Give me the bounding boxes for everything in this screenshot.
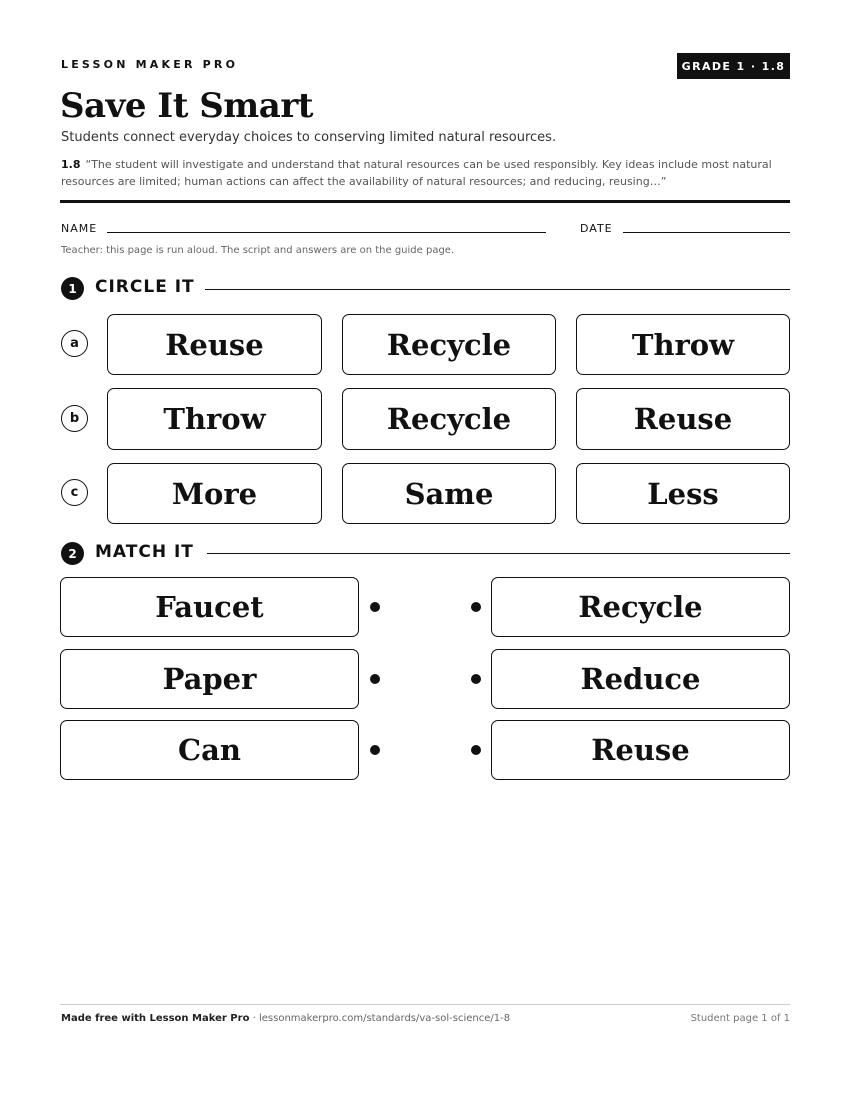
section-1-number: 1 — [61, 277, 84, 300]
footer-page-number: Student page 1 of 1 — [690, 1013, 790, 1024]
option-a-3[interactable]: Throw — [576, 314, 790, 375]
standard-quote — [61, 156, 781, 190]
footer-credit — [61, 1013, 510, 1024]
name-label: NAME — [61, 222, 98, 235]
match-left-1[interactable]: Faucet — [60, 577, 359, 637]
date-field[interactable] — [623, 232, 790, 233]
grade-badge: GRADE 1 · 1.8 — [677, 53, 790, 79]
footer-separator: · — [249, 1013, 259, 1024]
section-2-number: 2 — [61, 542, 84, 565]
match-left-3-dot[interactable] — [370, 745, 380, 755]
row-c-letter: c — [61, 479, 88, 506]
date-label: DATE — [580, 222, 613, 235]
teacher-note: Teacher: this page is run aloud. The script and answers are on the guide page. — [61, 245, 455, 256]
footer-divider — [60, 1004, 790, 1005]
header-divider — [60, 200, 790, 203]
match-left-1-dot[interactable] — [370, 602, 380, 612]
name-field[interactable] — [107, 232, 546, 233]
match-left-2[interactable]: Paper — [60, 649, 359, 709]
page-subtitle: Students connect everyday choices to conserving limited natural resources. — [61, 130, 557, 145]
standard-code: 1.8 — [61, 158, 81, 171]
match-right-1-dot[interactable] — [471, 602, 481, 612]
option-c-2[interactable]: Same — [342, 463, 556, 524]
match-right-2[interactable]: Reduce — [491, 649, 790, 709]
match-right-2-dot[interactable] — [471, 674, 481, 684]
option-b-1[interactable]: Throw — [107, 388, 322, 450]
option-c-3[interactable]: Less — [576, 463, 790, 524]
row-b-letter: b — [61, 405, 88, 432]
section-2-rule — [207, 553, 790, 554]
match-left-2-dot[interactable] — [370, 674, 380, 684]
match-left-3[interactable]: Can — [60, 720, 359, 780]
section-1-rule — [205, 289, 790, 290]
option-c-1[interactable]: More — [107, 463, 322, 524]
option-a-1[interactable]: Reuse — [107, 314, 322, 375]
row-a-letter: a — [61, 330, 88, 357]
standard-text: “The student will investigate and understand that natural resources can be used responsibly. Key ideas include most natural resources are limited; human actions can affect the availability of natural resources; and reducing, reusing…” — [61, 158, 772, 188]
footer-url[interactable]: lessonmakerpro.com/standards/va-sol-science/1-8 — [258, 1013, 511, 1024]
match-right-3[interactable]: Reuse — [491, 720, 790, 780]
footer-made: Made free with Lesson Maker Pro — [61, 1013, 250, 1024]
section-1-title: CIRCLE IT — [95, 277, 195, 297]
option-a-2[interactable]: Recycle — [342, 314, 556, 375]
match-right-3-dot[interactable] — [471, 745, 481, 755]
option-b-3[interactable]: Reuse — [576, 388, 790, 450]
match-right-1[interactable]: Recycle — [491, 577, 790, 637]
brand-name: LESSON MAKER PRO — [61, 58, 239, 71]
section-2-title: MATCH IT — [95, 542, 194, 562]
option-b-2[interactable]: Recycle — [342, 388, 556, 450]
page-title: Save It Smart — [60, 86, 313, 126]
